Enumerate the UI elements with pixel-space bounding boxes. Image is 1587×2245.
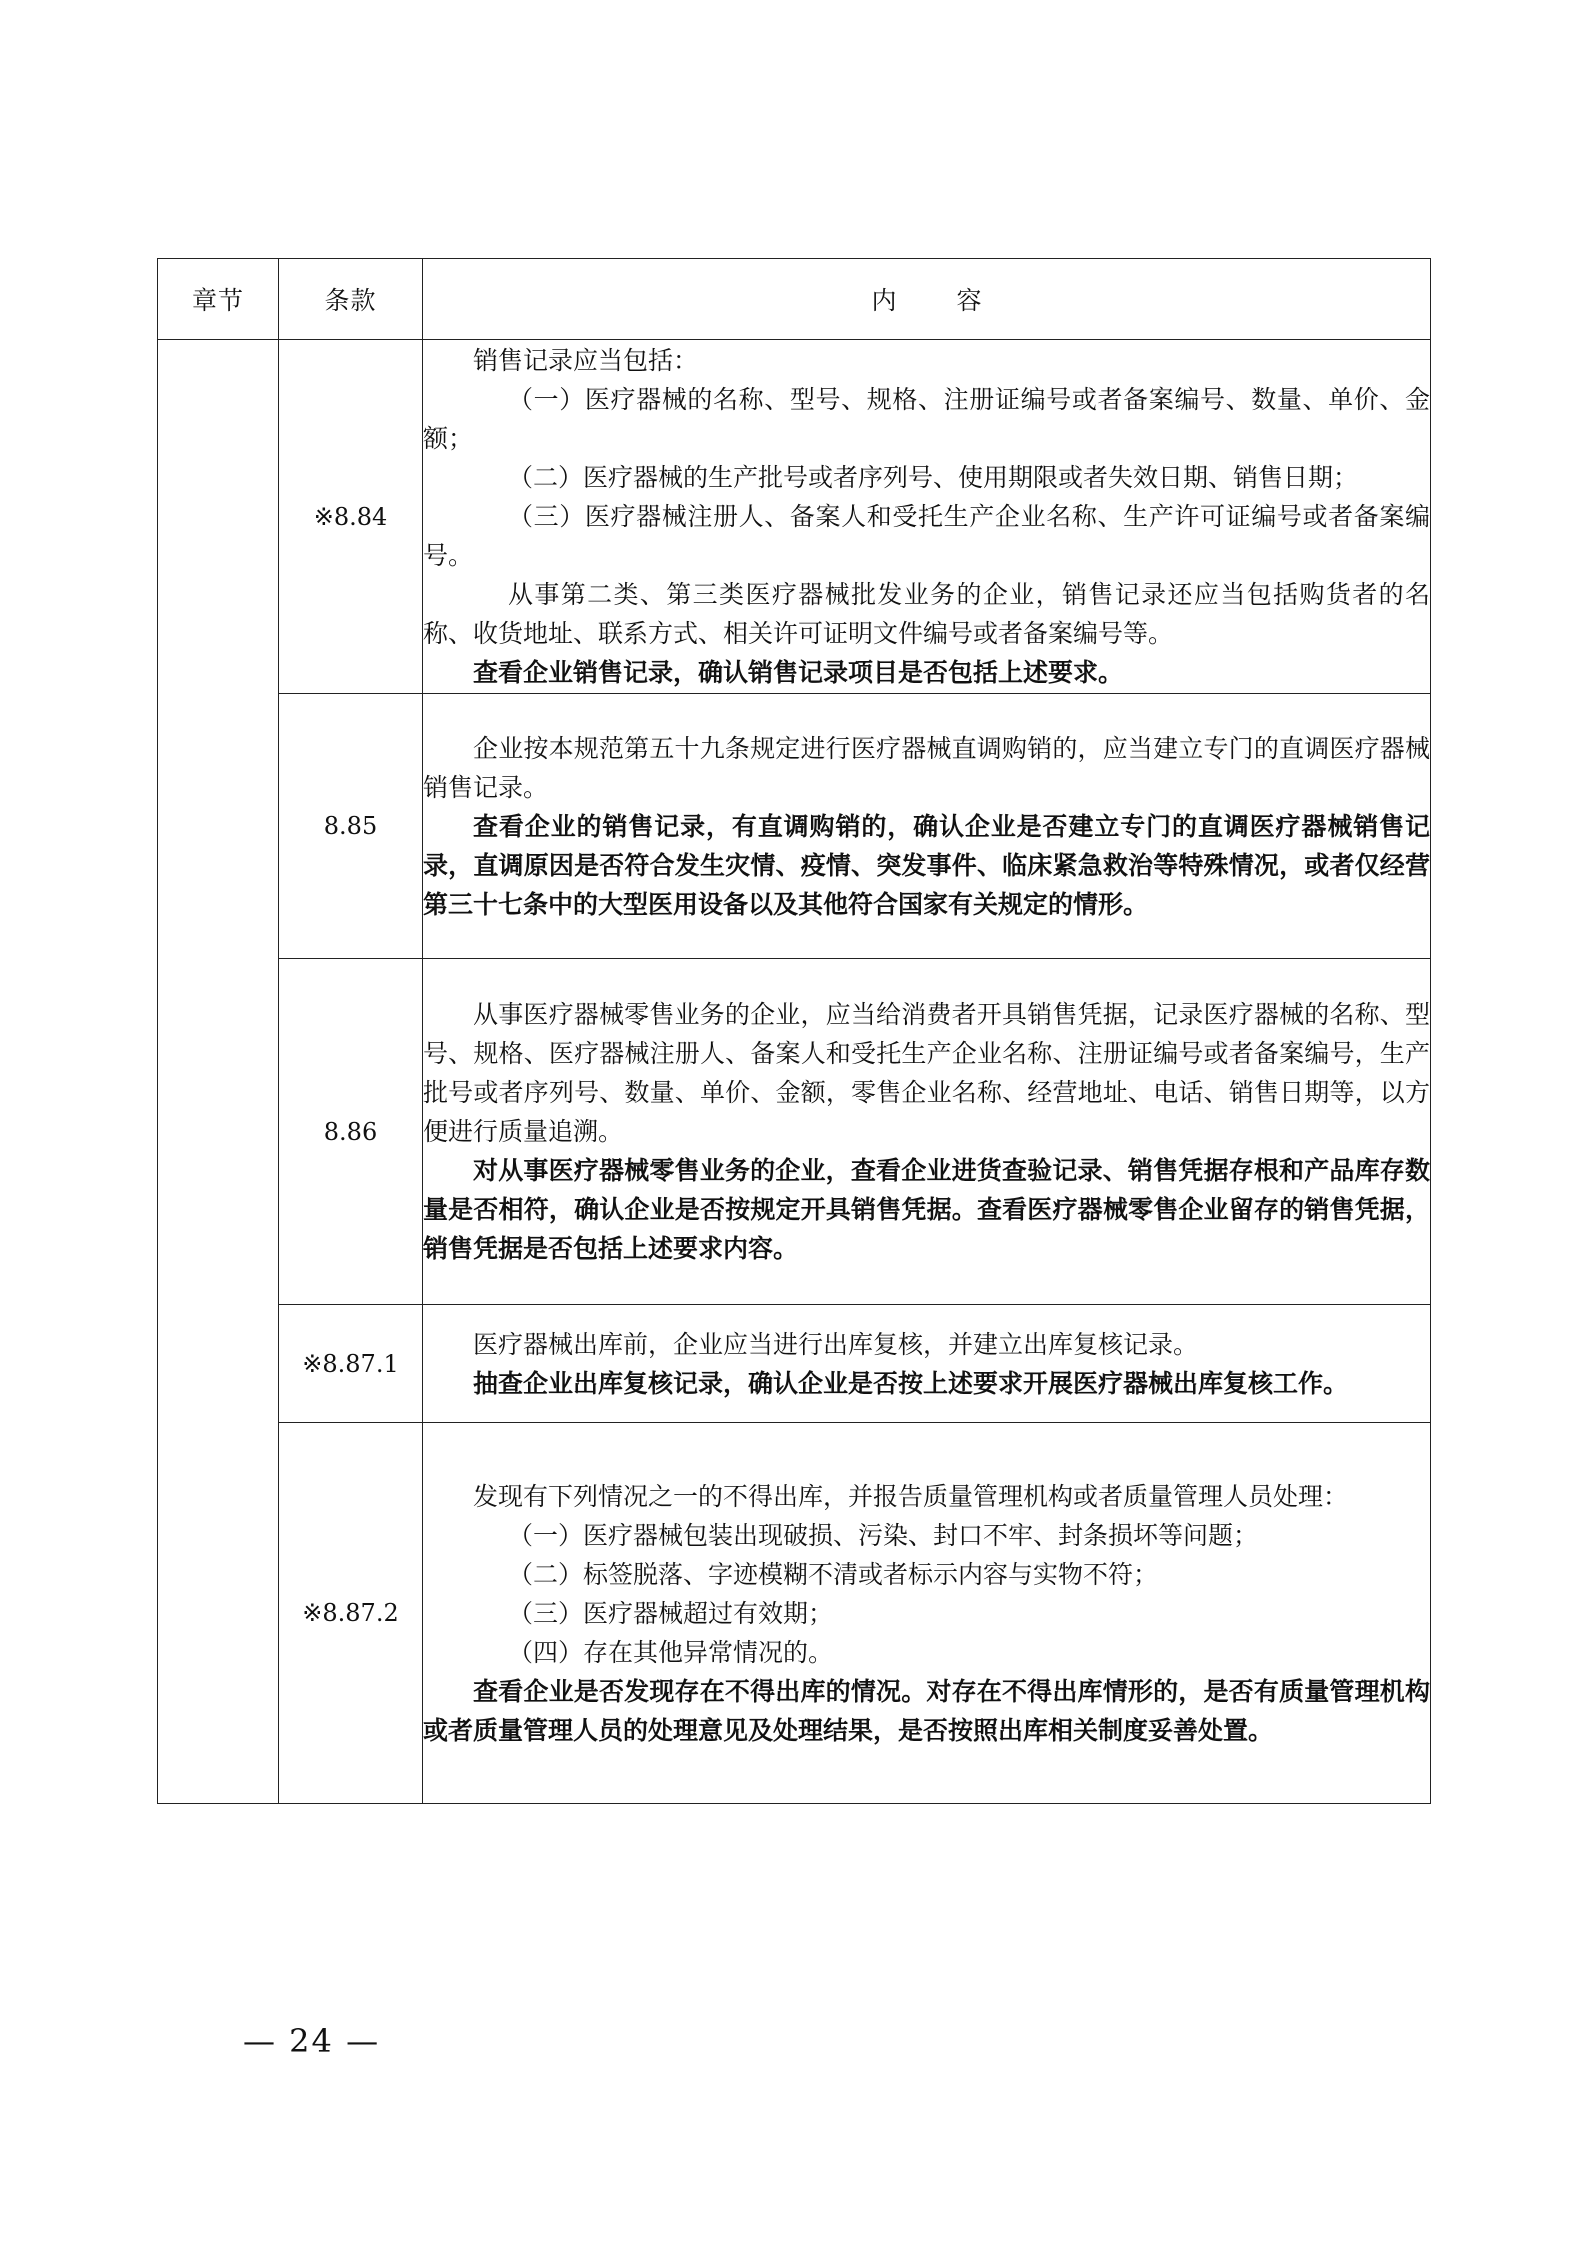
content-paragraph: （二）医疗器械的生产批号或者序列号、使用期限或者失效日期、销售日期； [508, 463, 1359, 492]
table-header-row [158, 259, 1431, 340]
table-row-8-87-2 [158, 1423, 1431, 1804]
content-paragraph: 医疗器械出库前，企业应当进行出库复核，并建立出库复核记录。 [473, 1329, 1199, 1359]
clause-number: ※8.87.2 [279, 1423, 423, 1804]
header-content-char-1: 内 [871, 286, 897, 315]
header-chapter: 章节 [158, 259, 279, 340]
content-paragraph: 从事第二类、第三类医疗器械批发业务的企业，销售记录还应当包括购货者的名称、收货地址、联系方式、相关许可证明文件编号或者备案编号等。 [423, 580, 1430, 648]
table-row-8-85 [158, 694, 1431, 959]
inspection-method: 查看企业的销售记录，有直调购销的，确认企业是否建立专门的直调医疗器械销售记录，直调原因是否符合发生灾情、疫情、突发事件、临床紧急救治等特殊情况，或者仅经营第三十七条中的大型医用设备以及其他符合国家有关规定的情形。 [423, 811, 1430, 919]
content-list-item: （一）医疗器械包装出现破损、污染、封口不牢、封条损坏等问题； [508, 1520, 1259, 1550]
clause-content [423, 959, 1431, 1305]
content-paragraph: 销售记录应当包括： [473, 346, 699, 375]
content-list-item: （三）医疗器械超过有效期； [508, 1598, 834, 1628]
clause-content [423, 340, 1431, 694]
content-paragraph: 从事医疗器械零售业务的企业，应当给消费者开具销售凭据，记录医疗器械的名称、型号、规格、医疗器械注册人、备案人和受托生产企业名称、注册证编号或者备案编号，生产批号或者序列号、数量、单价、金额，零售企业名称、经营地址、电话、销售日期等，以方便进行质量追溯。 [423, 1000, 1430, 1146]
content-paragraph: 发现有下列情况之一的不得出库，并报告质量管理机构或者质量管理人员处理： [473, 1481, 1349, 1511]
clause-content [423, 1423, 1431, 1804]
table-row-8-87-1 [158, 1305, 1431, 1423]
content-paragraph: （一）医疗器械的名称、型号、规格、注册证编号或者备案编号、数量、单价、金额； [423, 385, 1430, 453]
clause-content [423, 694, 1431, 959]
table-row-8-86 [158, 959, 1431, 1305]
clause-number: 8.86 [279, 959, 423, 1305]
content-paragraph: 企业按本规范第五十九条规定进行医疗器械直调购销的，应当建立专门的直调医疗器械销售记录。 [423, 733, 1430, 802]
content-paragraph: （三）医疗器械注册人、备案人和受托生产企业名称、生产许可证编号或者备案编号。 [423, 502, 1430, 570]
page-number: — 24 — [243, 2022, 381, 2060]
header-content [423, 259, 1431, 340]
header-clause: 条款 [279, 259, 423, 340]
inspection-method: 抽查企业出库复核记录，确认企业是否按上述要求开展医疗器械出库复核工作。 [473, 1368, 1349, 1398]
content-list-item: （二）标签脱落、字迹模糊不清或者标示内容与实物不符； [508, 1559, 1159, 1589]
header-content-char-2: 容 [956, 286, 982, 315]
inspection-method: 查看企业销售记录，确认销售记录项目是否包括上述要求。 [473, 658, 1124, 687]
clause-content [423, 1305, 1431, 1423]
inspection-method: 查看企业是否发现存在不得出库的情况。对存在不得出库情形的，是否有质量管理机构或者质量管理人员的处理意见及处理结果，是否按照出库相关制度妥善处置。 [423, 1676, 1430, 1745]
chapter-cell [158, 340, 279, 1804]
inspection-method: 对从事医疗器械零售业务的企业，查看企业进货查验记录、销售凭据存根和产品库存数量是否相符，确认企业是否按规定开具销售凭据。查看医疗器械零售企业留存的销售凭据，销售凭据是否包括上述要求内容。 [423, 1156, 1430, 1263]
table-row-8-84 [158, 340, 1431, 694]
inspection-standard-table [157, 258, 1431, 1804]
content-list-item: （四）存在其他异常情况的。 [508, 1637, 834, 1667]
clause-number: ※8.87.1 [279, 1305, 423, 1423]
clause-number: ※8.84 [279, 340, 423, 694]
clause-number: 8.85 [279, 694, 423, 959]
